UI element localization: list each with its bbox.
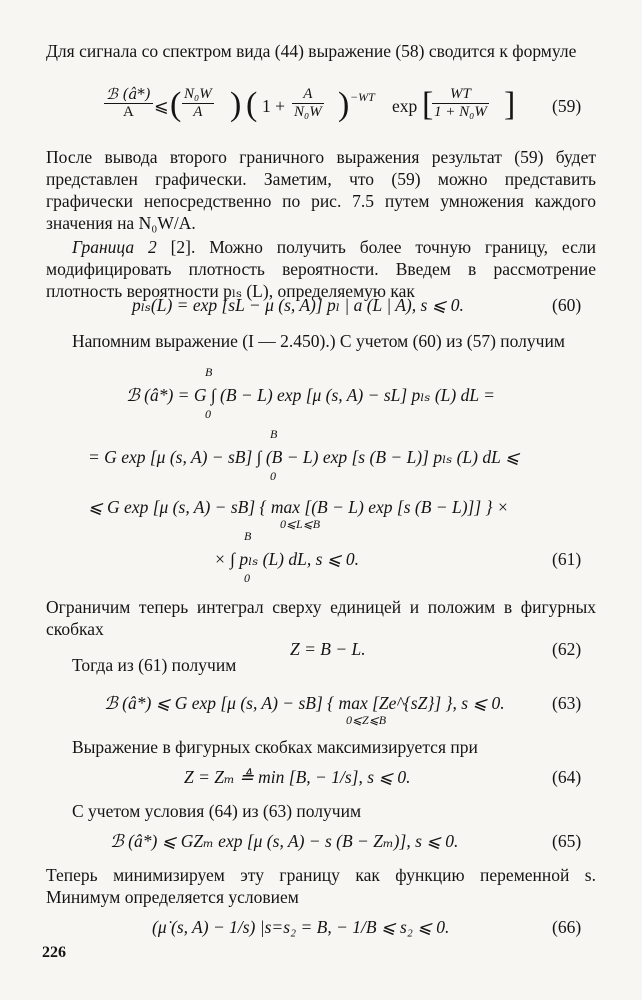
equation-number: (65) <box>552 831 582 851</box>
paragraph-6: Тогда из (61) получим <box>72 655 237 675</box>
equation-62: Z = B − L. (62) <box>290 639 582 659</box>
paragraph-5: Ограничим теперь интеграл сверху единицей и положим в фигурных скобках <box>46 597 596 639</box>
page-number: 226 <box>42 944 66 961</box>
eq59-fraction-1: $\frac{\text{N₀W}}{A}$ <box>184 86 212 120</box>
eq59-fraction-3: $\frac{WT}{\text{1 + N₀W}}$ <box>434 86 487 120</box>
equation-61-line-1: B ℬ (â*) = G ∫ (B − L) exp [μ (s, A) − sL] pₗₛ (L) dL = 0 <box>126 365 495 421</box>
equation-number: (60) <box>552 295 582 315</box>
equation-61-line-2: B = G exp [μ (s, A) − sB] ∫ (B − L) exp [s (B − L)] pₗₛ (L) dL ⩽ 0 <box>88 427 520 483</box>
paragraph-4: Напомним выражение (I — 2.450).) С учетом (60) из (57) получим <box>72 331 565 351</box>
eq59-fraction-2: $\frac{A}{\text{N₀W}}$ <box>294 86 322 120</box>
equation-59: ℬ (â*) A ⩽ ( $\frac{\text{N₀W}}{A}$ ) ( 1 + $\frac{A}{\text{N₀W}}$ ) −WT exp [ $\frac{WT}{\text{1 + N₀W}}$ ] (59) <box>106 85 582 123</box>
paragraph-2: После вывода второго граничного выражения результат (59) будет представлен графически. Заметим, что (59) можно представить графически непосредственно по рис. 7.5 путем умножения каждого значения на N₀W/A. <box>46 147 596 233</box>
equation-61-line-3: ⩽ G exp [μ (s, A) − sB] { max [(B − L) exp [s (B − L)]] } × 0⩽L⩽B <box>88 497 509 531</box>
equation-number: (62) <box>552 639 582 659</box>
equation-number: (61) <box>552 549 582 569</box>
equation-65: ℬ (â*) ⩽ GZₘ exp [μ (s, A) − s (B − Zₘ)], s ⩽ 0. (65) <box>110 831 582 851</box>
paragraph-8: С учетом условия (64) из (63) получим <box>72 801 362 821</box>
equation-64: Z = Zₘ ≜ min [B, − 1/s], s ⩽ 0. (64) <box>184 767 582 787</box>
eq59-lhs-fraction: ℬ (â*) A <box>106 85 151 120</box>
paragraph-9: Теперь минимизируем эту границу как функцию переменной s. Минимум определяется условием <box>46 865 596 907</box>
equation-number: (64) <box>552 767 582 787</box>
equation-60: pₗₛ(L) = exp [sL − μ (s, A)] pₗ | a (L | A), s ⩽ 0. (60) <box>132 295 582 315</box>
equation-number: (66) <box>552 917 582 937</box>
equation-63: ℬ (â*) ⩽ G exp [μ (s, A) − sB] { max [Ze^{sZ}] }, s ⩽ 0. 0⩽Z⩽B (63) <box>104 693 582 727</box>
paragraph-3: Граница 2 [2]. Можно получить более точную границу, если модифицировать плотность вероятности. Введем в рассмотрение плотность вероятности pₗₛ (L), определяемую как <box>46 237 596 301</box>
equation-number: (59) <box>552 96 582 116</box>
paragraph-7: Выражение в фигурных скобках максимизируется при <box>72 737 478 757</box>
equation-number: (63) <box>552 693 582 713</box>
paragraph-1: Для сигнала со спектром вида (44) выражение (58) сводится к формуле <box>46 41 577 61</box>
equation-66: (μ̇ (s, A) − 1/s) |s=s₂ = B, − 1/B ⩽ s₂ ⩽ 0. (66) <box>152 917 582 937</box>
equation-61-line-4: B × ∫ pₗₛ (L) dL, s ⩽ 0. 0 (61) <box>214 529 582 585</box>
